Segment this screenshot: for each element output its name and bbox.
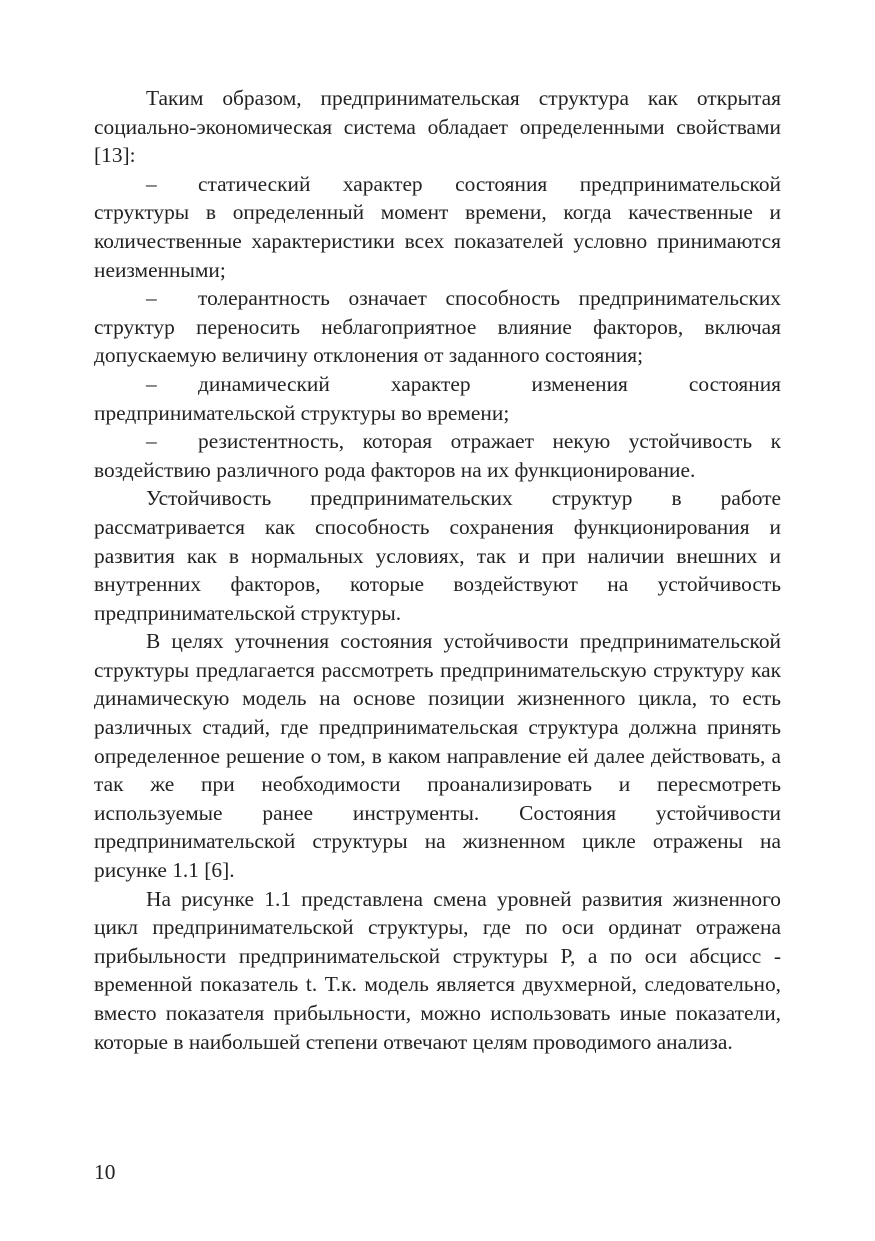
paragraph-properties-intro: Таким образом, предпринимательская структура как открытая социально-экономическая система обладает определенными свойствами [13]:	[94, 86, 781, 168]
list-item	[94, 427, 781, 484]
dash-marker: –	[146, 286, 157, 311]
list-item-text: динамический характер изменения состояния предпринимательской структуры во времени;	[94, 371, 781, 425]
list-item	[94, 370, 781, 427]
dash-marker: –	[146, 429, 157, 454]
list-item-text: резистентность, которая отражает некую устойчивость к воздействию различного рода факторов на их функционирование.	[94, 429, 781, 482]
paragraph-figure-description: На рисунке 1.1 представлена смена уровней развития жизненного цикл предпринимательской структуры, где по оси ординат отражена прибыльности предпринимательской структуры P, а по оси абсцисс - временной показатель t. Т.к. модель является двухмерной, следовательно, вместо показателя прибыльности, можно использовать иные показатели, которые в наибольшей степени отвечают целям проводимого анализа.	[94, 886, 781, 1054]
dash-marker: –	[146, 171, 157, 196]
dash-marker: –	[146, 371, 157, 396]
paragraph-life-cycle-model: В целях уточнения состояния устойчивости предпринимательской структуры предлагается рассмотреть предпринимательскую структуру как динамическую модель на основе позиции жизненного цикла, то есть различных стадий, где предпринимательская структура должна принять определенное решение о том, в каком направление ей далее действовать, а так же при необходимости проанализировать и пересмотреть используемые ранее инструменты. Состояния устойчивости предпринимательской структуры на жизненном цикле отражены на рисунке 1.1 [6].	[94, 629, 781, 883]
list-item-text: толерантность означает способность предпринимательских структур переносить неблагоприятное влияние факторов, включая допускаемую величину отклонения от заданного состояния;	[94, 286, 781, 368]
page-number: 10	[94, 1160, 116, 1184]
list-item	[94, 284, 781, 370]
list-item-text: статический характер состояния предпринимательской структуры в определенный момент времени, когда качественные и количественные характеристики всех показателей условно принимаются неизменными;	[94, 171, 781, 282]
document-page	[94, 84, 781, 1056]
list-item	[94, 170, 781, 284]
paragraph-stability: Устойчивость предпринимательских структур в работе рассматривается как способность сохранения функционирования и развития как в нормальных условиях, так и при наличии внешних и внутренних факторов, которые воздействуют на устойчивость предпринимательской структуры.	[94, 486, 781, 625]
